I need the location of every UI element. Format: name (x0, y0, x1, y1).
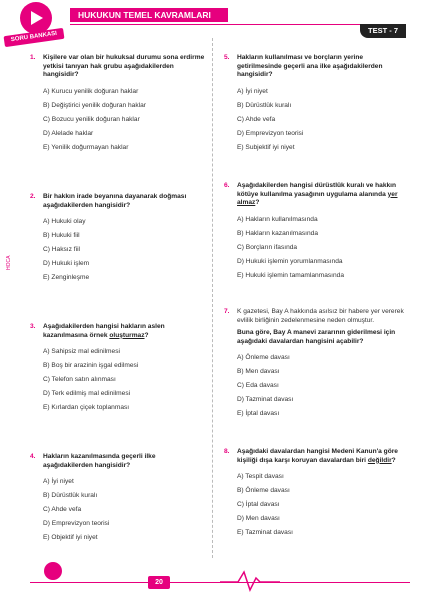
question-stem (43, 323, 205, 340)
option-b[interactable]: B) Hakların kazanılmasında (237, 229, 318, 237)
option-e[interactable]: E) Subjektif iyi niyet (237, 143, 295, 151)
option-a[interactable]: A) İyi niyet (43, 478, 74, 485)
option-c[interactable]: C) Haksız fiil (43, 246, 80, 253)
option-e[interactable]: E) İptal davası (237, 410, 280, 417)
stem-emphasis: yer almaz (237, 190, 398, 206)
question-8 (224, 448, 404, 540)
option-e[interactable]: E) Zenginleşme (43, 274, 90, 281)
question-stem: Kişilere var olan bir hukuksal durumu sona erdirme yetkisi tanıyan hak grubu aşağıdakilerden hangisidir? (43, 54, 205, 78)
question-number: 3. (30, 323, 36, 330)
option-a[interactable]: A) Tespit davası (237, 473, 284, 480)
logo-ribbon: SORU BANKASI (4, 28, 65, 47)
option-b[interactable]: B) Boş bir arazinin işgal edilmesi (43, 362, 139, 369)
option-a[interactable]: A) Kurucu yenilik doğuran haklar (43, 87, 139, 95)
option-d[interactable]: D) Alelade haklar (43, 129, 94, 137)
question-5 (224, 54, 404, 155)
option-b[interactable]: B) Dürüstlük kuralı (237, 101, 292, 109)
question-number: 7. (224, 308, 230, 315)
question-stem (237, 182, 404, 208)
question-4 (30, 453, 205, 545)
stem-emphasis: değildir (367, 456, 392, 464)
option-b[interactable]: B) Değiştirici yenilik doğuran haklar (43, 101, 146, 109)
question-stem: Buna göre, Bay A manevi zararının giderilmesi için aşağıdaki davalardan hangisini açabilir? (237, 329, 396, 345)
options-list (43, 345, 205, 415)
stem-text: Aşağıdakilerden hangisi hakların aslen kazanılmasına örnek (43, 323, 165, 339)
option-a[interactable]: A) Hukuki olay (43, 218, 86, 225)
option-c[interactable]: C) Ahde vefa (237, 115, 276, 123)
option-d[interactable]: D) Men davası (237, 515, 280, 522)
question-number: 2. (30, 193, 36, 200)
question-3 (30, 323, 205, 415)
test-badge: TEST - 7 (360, 24, 406, 38)
question-7 (224, 308, 404, 421)
question-6 (224, 182, 404, 283)
option-d[interactable]: D) Terk edilmiş mal edinilmesi (43, 390, 131, 397)
stem-emphasis: oluşturmaz (109, 331, 145, 339)
question-stem: Hakların kullanılması ve borçların yerine getirilmesinde geçerli ana ilke aşağıdakilerden hangisidir? (237, 54, 383, 78)
option-b[interactable]: B) Önleme davası (237, 487, 290, 494)
option-a[interactable]: A) Önleme davası (237, 354, 290, 361)
header-rule (70, 24, 370, 25)
heartbeat-icon (220, 568, 280, 592)
stem-text: Aşağıdakilerden hangisi dürüstlük kuralı ve hakkın kötüye kullanılma yasağının uygulama alanında (237, 182, 397, 198)
question-number: 4. (30, 453, 36, 460)
option-b[interactable]: B) Hukuki fiil (43, 232, 80, 239)
option-e[interactable]: E) Objektif iyi niyet (43, 534, 98, 541)
stem-text: Aşağıdaki davalardan hangisi Medeni Kanun'a göre kişiliği dışa karşı koruyan davalardan biri (237, 448, 398, 464)
question-2 (30, 193, 205, 285)
option-b[interactable]: B) Men davası (237, 368, 280, 375)
option-e[interactable]: E) Hukuki işlemin tamamlanmasında (237, 271, 345, 279)
option-c[interactable]: C) Borçların ifasında (237, 243, 298, 251)
options-list (237, 351, 404, 421)
option-d[interactable]: D) Hukuki işlemin yorumlanmasında (237, 257, 343, 265)
option-e[interactable]: E) Kırlardan çiçek toplanması (43, 404, 130, 411)
stem-end: ? (144, 331, 149, 339)
question-stem: Hakların kazanılmasında geçerli ilke aşağıdakilerden hangisidir? (43, 453, 156, 469)
side-marker (2, 240, 16, 270)
option-c[interactable]: C) Telefon satın alınması (43, 376, 116, 383)
option-a[interactable]: A) İyi niyet (237, 87, 268, 95)
option-c[interactable]: C) İptal davası (237, 501, 280, 508)
stem-end: ? (255, 199, 260, 206)
column-divider (212, 38, 214, 558)
side-marker-label: HOCA (6, 255, 12, 270)
question-number: 8. (224, 448, 230, 455)
footer-badge-icon (44, 562, 62, 580)
page-number: 20 (148, 576, 170, 589)
option-c[interactable]: C) Bozucu yenilik doğuran haklar (43, 115, 140, 123)
question-stem (237, 448, 404, 465)
option-d[interactable]: D) Hukuki işlem (43, 260, 90, 267)
option-a[interactable]: A) Hakların kullanılmasında (237, 215, 318, 223)
option-a[interactable]: A) Sahipsiz mal edinilmesi (43, 348, 120, 355)
question-number: 6. (224, 182, 230, 189)
question-1 (30, 54, 205, 155)
question-stem: Bir hakkın irade beyanına dayanarak doğması aşağıdakilerden hangisidir? (43, 193, 187, 209)
question-intro: K gazetesi, Bay A hakkında asılsız bir habere yer vererek evlilik birliğinin zedelenmesine neden olmuştur. (237, 308, 404, 324)
options-list (237, 213, 404, 283)
option-d[interactable]: D) Emprevizyon teorisi (43, 520, 110, 527)
option-c[interactable]: C) Ahde vefa (43, 506, 82, 513)
section-title: HUKUKUN TEMEL KAVRAMLARI (70, 8, 228, 22)
option-d[interactable]: D) Tazminat davası (237, 396, 294, 403)
options-list (43, 475, 205, 545)
options-list (43, 85, 205, 155)
question-number: 5. (224, 54, 230, 61)
option-c[interactable]: C) Eda davası (237, 382, 279, 389)
options-list (237, 470, 404, 540)
play-triangle-icon (31, 11, 43, 25)
option-b[interactable]: B) Dürüstlük kuralı (43, 492, 98, 499)
stem-end: ? (391, 456, 396, 464)
option-e[interactable]: E) Tazminat davası (237, 529, 293, 536)
question-number: 1. (30, 54, 36, 61)
publisher-logo (4, 2, 66, 46)
options-list (237, 85, 404, 155)
options-list (43, 215, 205, 285)
option-e[interactable]: E) Yenilik doğurmayan haklar (43, 143, 129, 151)
option-d[interactable]: D) Emprevizyon teorisi (237, 129, 304, 137)
